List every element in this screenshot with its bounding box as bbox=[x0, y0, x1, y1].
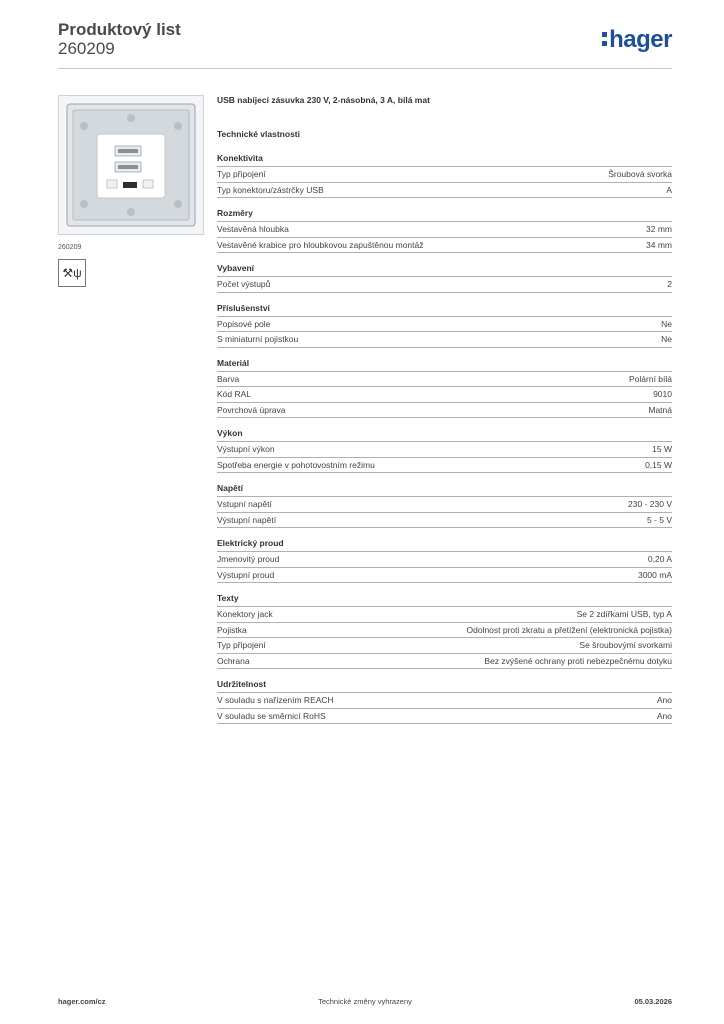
spec-row bbox=[217, 458, 672, 474]
specifications bbox=[217, 95, 672, 724]
spec-section bbox=[217, 263, 672, 293]
spec-value: Polární bílá bbox=[629, 373, 672, 384]
spec-row bbox=[217, 387, 672, 403]
product-sidebar bbox=[58, 95, 204, 287]
spec-row bbox=[217, 552, 672, 568]
page-footer bbox=[58, 997, 672, 1011]
section-title: Rozměry bbox=[217, 208, 672, 222]
spec-label: Vestavěné krabice pro hloubkovou zapuštěnou montáž bbox=[217, 239, 424, 250]
spec-row bbox=[217, 709, 672, 725]
logo-dots-icon bbox=[602, 32, 607, 50]
spec-value: Odolnost proti zkratu a přetížení (elektronická pojistka) bbox=[466, 624, 672, 635]
spec-row bbox=[217, 568, 672, 584]
spec-label: V souladu s nařízením REACH bbox=[217, 695, 334, 705]
spec-value: 0,20 A bbox=[647, 554, 672, 564]
spec-value: A bbox=[666, 184, 672, 195]
section-title: Materiál bbox=[217, 358, 672, 372]
product-name: USB nabíjecí zásuvka 230 V, 2-násobná, 3 A, bílá mat bbox=[217, 95, 430, 105]
spec-row bbox=[217, 183, 672, 199]
spec-section bbox=[217, 153, 672, 198]
spec-row bbox=[217, 638, 672, 654]
spec-value: 230 - 230 V bbox=[628, 499, 672, 509]
footer-website: hager.com/cz bbox=[58, 997, 106, 1006]
spec-row bbox=[217, 654, 672, 670]
spec-row bbox=[217, 403, 672, 419]
spec-value: Se šroubovými svorkami bbox=[579, 640, 672, 650]
spec-row bbox=[217, 317, 672, 333]
spec-row bbox=[217, 693, 672, 709]
section-title: Konektivita bbox=[217, 153, 672, 167]
spec-label: Popisové pole bbox=[217, 318, 271, 329]
spec-value: Bez zvýšené ochrany proti nebezpečnému dotyku bbox=[484, 655, 672, 666]
spec-label: Pojistka bbox=[217, 624, 247, 635]
installation-usb-icon: ⚒ψ bbox=[58, 259, 86, 287]
footer-note: Technické změny vyhrazeny bbox=[318, 997, 412, 1006]
technical-properties-heading: Technické vlastnosti bbox=[217, 129, 300, 139]
spec-label: Typ připojení bbox=[217, 640, 266, 650]
spec-label: Počet výstupů bbox=[217, 279, 271, 289]
spec-value: 9010 bbox=[653, 389, 672, 399]
footer-date: 05.03.2026 bbox=[634, 997, 672, 1006]
spec-label: Výstupní napětí bbox=[217, 514, 277, 525]
spec-section bbox=[217, 208, 672, 253]
spec-row bbox=[217, 623, 672, 639]
spec-row bbox=[217, 372, 672, 388]
spec-row bbox=[217, 442, 672, 458]
spec-label: Povrchová úprava bbox=[217, 404, 286, 415]
logo-text: hager bbox=[609, 26, 672, 53]
spec-value: Se 2 zdířkami USB, typ A bbox=[576, 609, 672, 619]
spec-value: 3000 mA bbox=[637, 569, 672, 580]
image-caption: 260209 bbox=[58, 244, 82, 251]
header-divider bbox=[58, 68, 672, 69]
spec-section bbox=[217, 303, 672, 348]
spec-value: 5 - 5 V bbox=[646, 514, 672, 525]
section-title: Vybavení bbox=[217, 263, 672, 277]
spec-value: 32 mm bbox=[646, 224, 672, 234]
spec-label: Konektory jack bbox=[217, 609, 273, 619]
spec-label: Kód RAL bbox=[217, 389, 252, 399]
spec-row bbox=[217, 222, 672, 238]
section-title: Texty bbox=[217, 593, 672, 607]
product-image bbox=[58, 95, 204, 235]
spec-label: Vestavěná hloubka bbox=[217, 224, 289, 234]
hager-logo bbox=[602, 26, 672, 54]
section-title: Napětí bbox=[217, 483, 672, 497]
page-header bbox=[58, 20, 672, 70]
spec-label: Výstupní proud bbox=[217, 569, 275, 580]
spec-section bbox=[217, 358, 672, 419]
spec-section bbox=[217, 679, 672, 724]
spec-label: Ochrana bbox=[217, 655, 250, 666]
spec-row bbox=[217, 607, 672, 623]
section-title: Udržitelnost bbox=[217, 679, 672, 693]
spec-label: S miniaturní pojistkou bbox=[217, 334, 299, 344]
section-title: Elektrický proud bbox=[217, 538, 672, 552]
spec-value: Ne bbox=[661, 334, 672, 344]
spec-sections bbox=[217, 153, 672, 724]
spec-value: 0,15 W bbox=[645, 459, 672, 470]
section-title: Výkon bbox=[217, 428, 672, 442]
document-title: Produktový list bbox=[58, 20, 181, 39]
spec-section bbox=[217, 483, 672, 528]
spec-section bbox=[217, 428, 672, 473]
spec-label: Jmenovitý proud bbox=[217, 554, 280, 564]
spec-row bbox=[217, 167, 672, 183]
spec-value: Ano bbox=[656, 695, 672, 705]
spec-section bbox=[217, 538, 672, 583]
spec-value: 15 W bbox=[652, 444, 672, 454]
spec-label: Typ připojení bbox=[217, 169, 266, 179]
spec-row bbox=[217, 513, 672, 529]
spec-row bbox=[217, 277, 672, 293]
spec-row bbox=[217, 238, 672, 254]
spec-value: Ano bbox=[656, 710, 672, 721]
spec-value: Ne bbox=[661, 318, 672, 329]
spec-label: Vstupní napětí bbox=[217, 499, 272, 509]
spec-value: 34 mm bbox=[646, 239, 672, 250]
spec-label: Výstupní výkon bbox=[217, 444, 275, 454]
spec-section bbox=[217, 593, 672, 669]
spec-row bbox=[217, 497, 672, 513]
spec-value: Matná bbox=[648, 404, 672, 415]
spec-value: Šroubová svorka bbox=[608, 169, 672, 179]
spec-label: Spotřeba energie v pohotovostním režimu bbox=[217, 459, 375, 470]
section-title: Příslušenství bbox=[217, 303, 672, 317]
spec-row bbox=[217, 332, 672, 348]
spec-label: Barva bbox=[217, 373, 240, 384]
spec-value: 2 bbox=[667, 279, 672, 289]
spec-label: Typ konektoru/zástrčky USB bbox=[217, 184, 324, 195]
document-number: 260209 bbox=[58, 39, 115, 58]
spec-label: V souladu se směrnicí RoHS bbox=[217, 710, 326, 721]
usb-socket-illustration bbox=[59, 96, 203, 234]
